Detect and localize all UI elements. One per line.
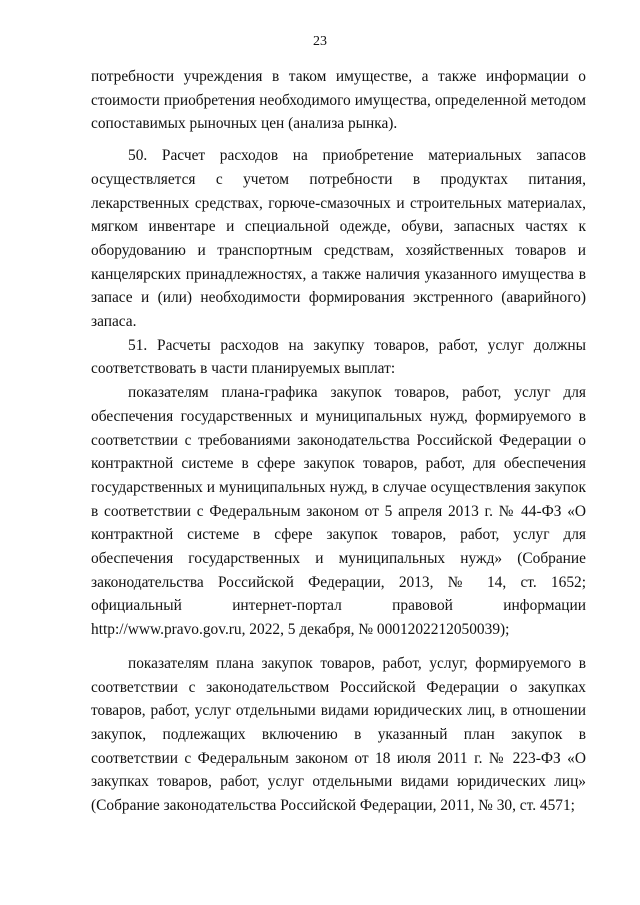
paragraph-item-51: 51. Расчеты расходов на закупку товаров, работ, услуг должны соответствовать в части планируемых выплат: — [91, 336, 586, 378]
paragraph-continuation: потребности учреждения в таком имуществе, а также информации о стоимости приобретения необходимого имущества, определенной методом сопоставимых рыночных цен (анализа рынка). — [91, 68, 586, 133]
document-body — [91, 65, 586, 818]
paragraph-item-51-procurement-plan: показателям плана закупок товаров, работ, услуг, формируемого в соответствии с законодательством Российской Федерации о закупках товаров, работ, услуг отдельными видами юридических лиц, в отношении закупок, подлежащих включению в указанный план закупок в соответствии с Федеральным законом от 18 июля 2011 г. № 223-ФЗ «О закупках товаров, работ, услуг отдельными видами юридических лиц» (Собрание законодательства Российской Федерации, 2011, № 30, ст. 4571; — [91, 654, 586, 815]
page-number: 23 — [313, 34, 327, 49]
paragraph-item-51-plan-schedule: показателям плана-графика закупок товаров, работ, услуг для обеспечения государственных и муниципальных нужд, формируемого в соответствии с требованиями законодательства Российской Федерации о контрактной системе в сфере закупок товаров, работ, для обеспечения государственных и муниципальных нужд, в случае осуществления закупок в соответствии с Федеральным законом от 5 апреля 2013 г. № 44-ФЗ «О контрактной системе в сфере закупок товаров, работ, услуг для обеспечения государственных и муниципальных нужд» (Собрание законодательства Российской Федерации, 2013, № 14, ст. 1652; официальный интернет-портал правовой информации http://www.pravo.gov.ru, 2022, 5 декабря, № 0001202212050039); — [91, 384, 586, 639]
paragraph-item-50: 50. Расчет расходов на приобретение материальных запасов осуществляется с учетом потребности в продуктах питания, лекарственных средствах, горюче-смазочных и строительных материалах, мягком инвентаре и специальной одежде, обуви, запасных частях к оборудованию и транспортным средствам, хозяйственных товаров и канцелярских принадлежностях, а также наличия указанного имущества в запасе и (или) необходимости формирования экстренного (аварийного) запаса. — [91, 147, 586, 331]
